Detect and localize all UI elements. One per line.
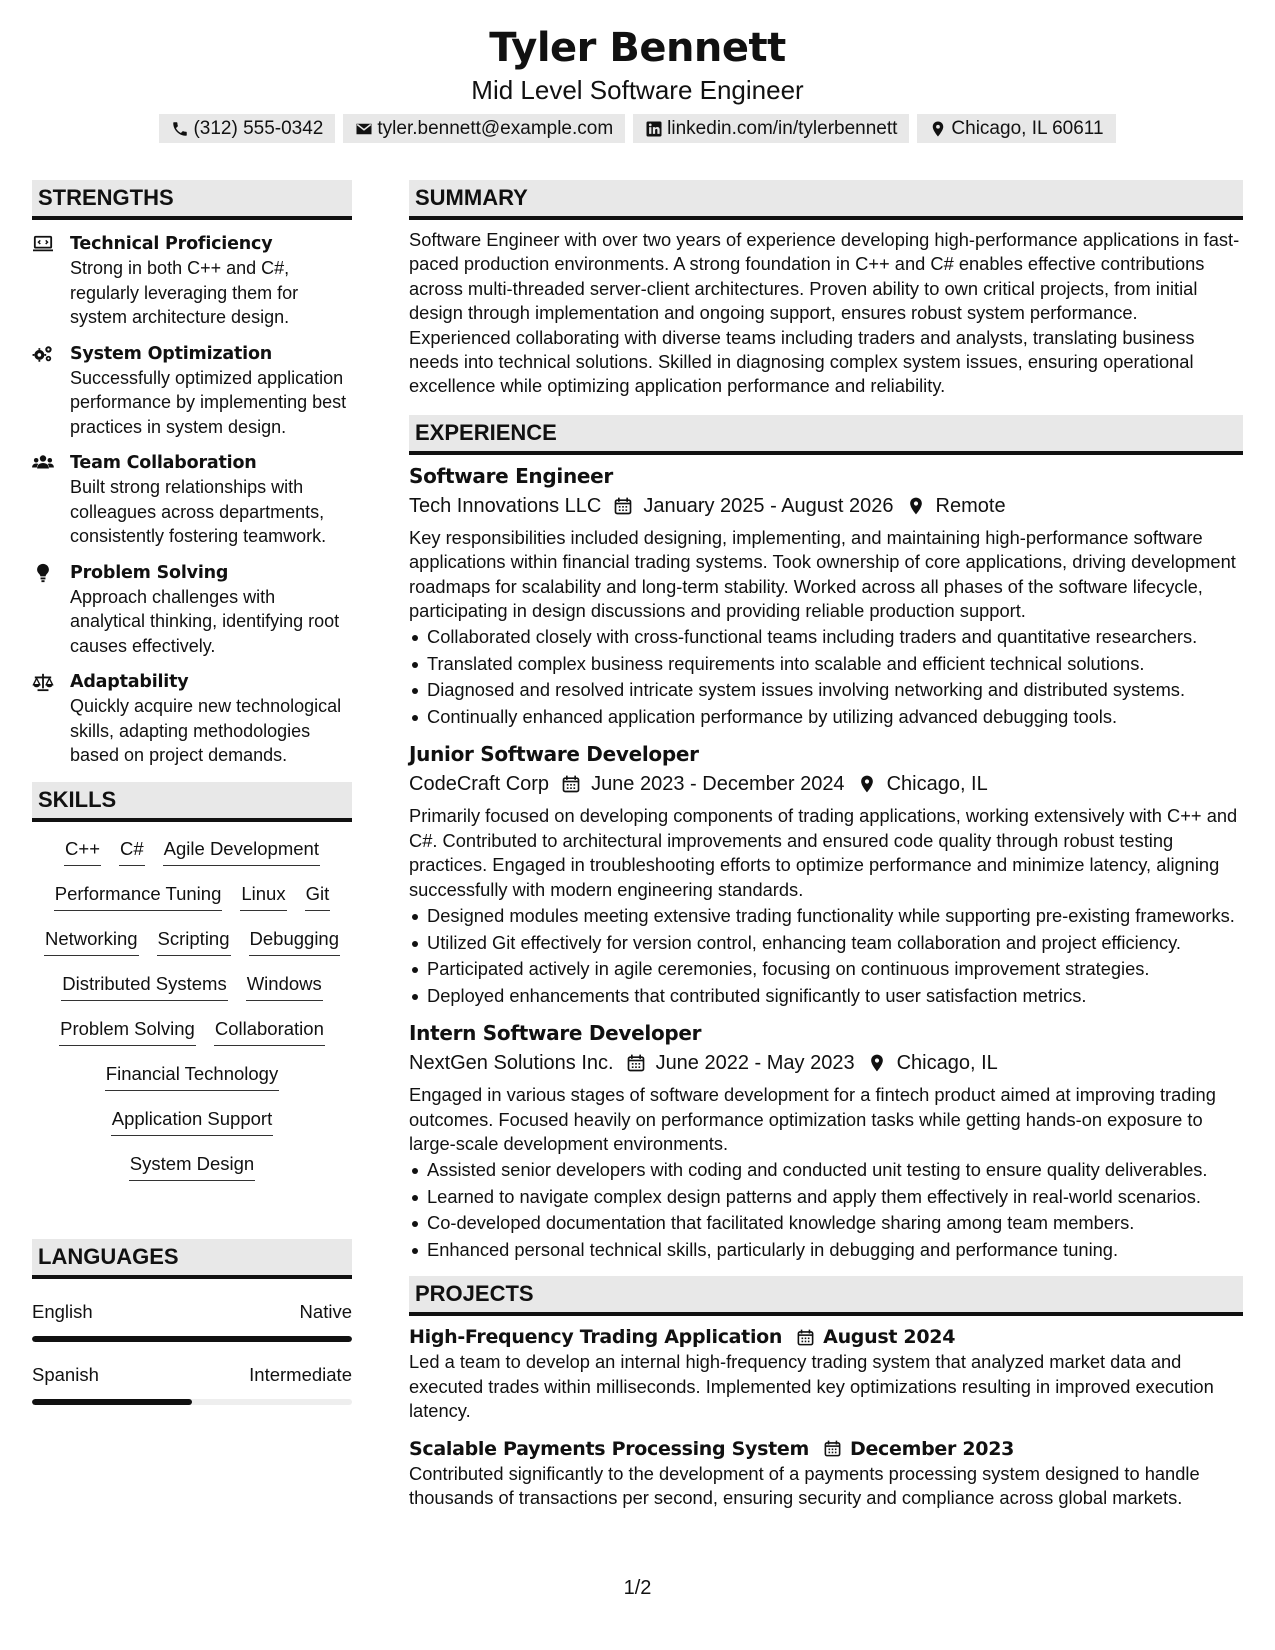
linkedin-icon (645, 120, 663, 138)
map-marker-icon (855, 1053, 897, 1073)
strength-item (32, 451, 352, 549)
job-bullet: Designed modules meeting extensive trading functionality while supporting pre-existing frameworks. (409, 904, 1243, 929)
contact-phone (159, 114, 335, 143)
project-date: December 2023 (850, 1437, 1015, 1460)
skill-tag: Financial Technology (105, 1061, 279, 1091)
skill-tag: C++ (64, 836, 101, 866)
contact-phone-text: (312) 555-0342 (193, 118, 324, 139)
job-bullet: Co-developed documentation that facilitated knowledge sharing among team members. (409, 1211, 1243, 1236)
project-entry (409, 1436, 1243, 1511)
map-marker-icon (894, 496, 936, 516)
strength-desc: Strong in both C++ and C#, regularly leveraging them for system architecture design. (70, 258, 299, 327)
page-number: 1/2 (623, 1577, 652, 1599)
job-bullet: Translated complex business requirements into scalable and efficient technical solutions. (409, 652, 1243, 677)
job-location: Chicago, IL (896, 1052, 998, 1075)
resume-header (0, 0, 1275, 143)
job-company: CodeCraft Corp (409, 773, 550, 796)
strength-desc: Quickly acquire new technological skills, adapting methodologies based on project demands. (70, 696, 342, 765)
job-dates: June 2022 - May 2023 (655, 1052, 855, 1075)
job-company: Tech Innovations LLC (409, 494, 602, 517)
map-marker-icon (845, 774, 887, 794)
languages-heading: LANGUAGES (32, 1239, 352, 1279)
language-item (32, 1363, 352, 1405)
job-bullet: Participated actively in agile ceremonies, focusing on continuous improvement strategies. (409, 957, 1243, 982)
contact-linkedin[interactable] (633, 114, 909, 143)
project-entry (409, 1324, 1243, 1423)
contact-email-text: tyler.bennett@example.com (377, 118, 614, 139)
strength-item (32, 232, 352, 330)
skill-tag: Collaboration (214, 1016, 325, 1046)
skill-row (32, 836, 352, 881)
job-description: Key responsibilities included designing, implementing, and maintaining high-performance software applications within financial trading systems. Took ownership of core applications, driving development roadmaps for scalability and long-term stability. Worked across all phases of the software lifecycle, participating in design discussions and providing reliable production support. (409, 526, 1236, 622)
job-description: Engaged in various stages of software development for a fintech product aimed at improving trading outcomes. Focused heavily on performance optimization tasks while getting hands-on exposure to large-scale development environments. (409, 1084, 1216, 1154)
calendar-icon (782, 1328, 823, 1347)
job-location: Chicago, IL (886, 773, 988, 796)
projects-heading: PROJECTS (409, 1276, 1243, 1316)
skill-tag: System Design (129, 1151, 255, 1181)
phone-icon (171, 120, 189, 138)
project-title-row (409, 1324, 1243, 1350)
job-dates: June 2023 - December 2024 (591, 773, 845, 796)
calendar-icon (601, 496, 643, 516)
job-location: Remote (935, 494, 1006, 517)
language-level: Intermediate (249, 1363, 352, 1385)
language-name: Spanish (32, 1363, 99, 1385)
job-bullet: Learned to navigate complex design patterns and apply them effectively in real-world scenarios. (409, 1185, 1243, 1210)
job-title: Software Engineer (409, 463, 613, 488)
language-item (32, 1300, 352, 1342)
job-dates: January 2025 - August 2026 (643, 494, 894, 517)
skill-tag: Debugging (249, 926, 341, 956)
skill-row (32, 1151, 352, 1196)
skill-tag: Problem Solving (59, 1016, 196, 1046)
strength-desc: Built strong relationships with colleagues across departments, consistently fostering teamwork. (70, 477, 327, 546)
job-bullets (409, 904, 1243, 1008)
project-title: Scalable Payments Processing System (409, 1437, 809, 1460)
skills-list (32, 822, 352, 1196)
language-name: English (32, 1300, 93, 1322)
job-meta (409, 491, 1243, 521)
job-entry (409, 463, 1243, 730)
job-title: Junior Software Developer (409, 742, 699, 767)
skill-tag: Application Support (111, 1106, 273, 1136)
project-title: High-Frequency Trading Application (409, 1326, 783, 1349)
lightbulb-icon (32, 561, 70, 659)
skill-row (32, 881, 352, 926)
skill-row (32, 926, 352, 971)
language-level: Native (299, 1300, 352, 1322)
skill-tag: Scripting (157, 926, 231, 956)
right-column (409, 180, 1243, 1510)
skill-tag: Windows (246, 971, 323, 1001)
balance-scale-icon (32, 670, 70, 768)
strengths-list (32, 232, 352, 768)
strength-title: Adaptability (70, 672, 189, 692)
project-title-row (409, 1436, 1243, 1462)
skill-row (32, 1016, 352, 1061)
job-entry (409, 1020, 1243, 1262)
skill-row (32, 1061, 352, 1106)
language-proficiency-fill (32, 1399, 192, 1405)
candidate-title: Mid Level Software Engineer (471, 75, 804, 105)
left-column (32, 180, 352, 1405)
job-bullet: Continually enhanced application performance by utilizing advanced debugging tools. (409, 705, 1243, 730)
job-bullet: Enhanced personal technical skills, particularly in debugging and performance tuning. (409, 1238, 1243, 1263)
project-date: August 2024 (823, 1326, 956, 1349)
strength-desc: Successfully optimized application performance by implementing best practices in system design. (70, 367, 347, 437)
candidate-name: Tyler Bennett (489, 25, 786, 71)
summary-text: Software Engineer with over two years of experience developing high-performance applications in fast-paced production environments. A strong foundation in C++ and C# enables effective contributions across multi-threaded server-client architectures. Proven ability to own critical projects, from initial design through implementation and ongoing support, ensures robust system performance. Experienced collaborating with diverse teams including traders and analysts, translating business needs into technical solutions. Skilled in diagnosing complex system issues, ensuring operational excellence while optimizing application performance and reliability. (409, 229, 1240, 397)
job-bullet: Utilized Git effectively for version control, enhancing team collaboration and project efficiency. (409, 931, 1243, 956)
job-bullet: Assisted senior developers with coding and conducted unit testing to ensure quality deliverables. (409, 1158, 1243, 1183)
skill-tag: Networking (44, 926, 139, 956)
strength-title: System Optimization (70, 343, 273, 364)
strength-title: Technical Proficiency (70, 234, 273, 254)
language-proficiency-bar (32, 1399, 352, 1405)
skill-tag: Performance Tuning (54, 881, 223, 911)
job-entry (409, 741, 1243, 1008)
job-meta (409, 1048, 1243, 1078)
calendar-icon (549, 774, 591, 794)
experience-heading: EXPERIENCE (409, 415, 1243, 455)
job-title: Intern Software Developer (409, 1021, 702, 1046)
contact-location (917, 114, 1115, 143)
job-bullet: Deployed enhancements that contributed significantly to user satisfaction metrics. (409, 984, 1243, 1009)
calendar-icon (614, 1053, 656, 1073)
contact-bar (0, 114, 1275, 143)
job-description: Primarily focused on developing components of trading applications, working extensively with C++ and C#. Contributed to architectural improvements and ensured code quality through robust testing practices. Engaged in troubleshooting efforts to optimize performance and minimize latency, aligning successfully with modern engineering standards. (409, 805, 1238, 900)
skill-row (32, 1106, 352, 1151)
skill-tag: Distributed Systems (61, 971, 228, 1001)
strength-item (32, 670, 352, 768)
calendar-icon (809, 1439, 850, 1458)
strength-item (32, 342, 352, 440)
contact-location-text: Chicago, IL 60611 (951, 118, 1104, 139)
gears-icon (32, 342, 70, 440)
language-proficiency-bar (32, 1336, 352, 1342)
strength-desc: Approach challenges with analytical thinking, identifying root causes effectively. (70, 586, 340, 656)
skill-tag: Git (305, 881, 331, 911)
job-bullets (409, 625, 1243, 729)
project-description: Led a team to develop an internal high-frequency trading system that analyzed market data and executed trades within milliseconds. Implemented key optimizations resulting in improved execution latency. (409, 1351, 1214, 1422)
job-meta (409, 769, 1243, 799)
job-bullet: Collaborated closely with cross-functional teams including traders and quantitative researchers. (409, 625, 1243, 650)
map-marker-icon (929, 120, 947, 138)
skills-heading: SKILLS (32, 782, 352, 822)
strength-title: Problem Solving (70, 562, 229, 583)
job-bullets (409, 1158, 1243, 1262)
skill-tag: C# (119, 836, 145, 866)
strength-item (32, 561, 352, 659)
envelope-icon (355, 120, 373, 138)
skill-tag: Linux (240, 881, 286, 911)
contact-linkedin-text: linkedin.com/in/tylerbennett (667, 118, 898, 139)
users-icon (32, 451, 70, 549)
language-proficiency-fill (32, 1336, 352, 1342)
job-bullet: Diagnosed and resolved intricate system issues involving networking and distributed systems. (409, 678, 1243, 703)
job-company: NextGen Solutions Inc. (409, 1052, 614, 1075)
laptop-code-icon (32, 232, 70, 330)
project-description: Contributed significantly to the development of a payments processing system designed to handle thousands of transactions per second, ensuring security and compliance across global markets. (409, 1462, 1200, 1508)
contact-email[interactable] (343, 114, 625, 143)
skill-row (32, 971, 352, 1016)
strength-title: Team Collaboration (70, 453, 257, 473)
summary-heading: SUMMARY (409, 180, 1243, 220)
skill-tag: Agile Development (163, 836, 320, 866)
strengths-heading: STRENGTHS (32, 180, 352, 220)
